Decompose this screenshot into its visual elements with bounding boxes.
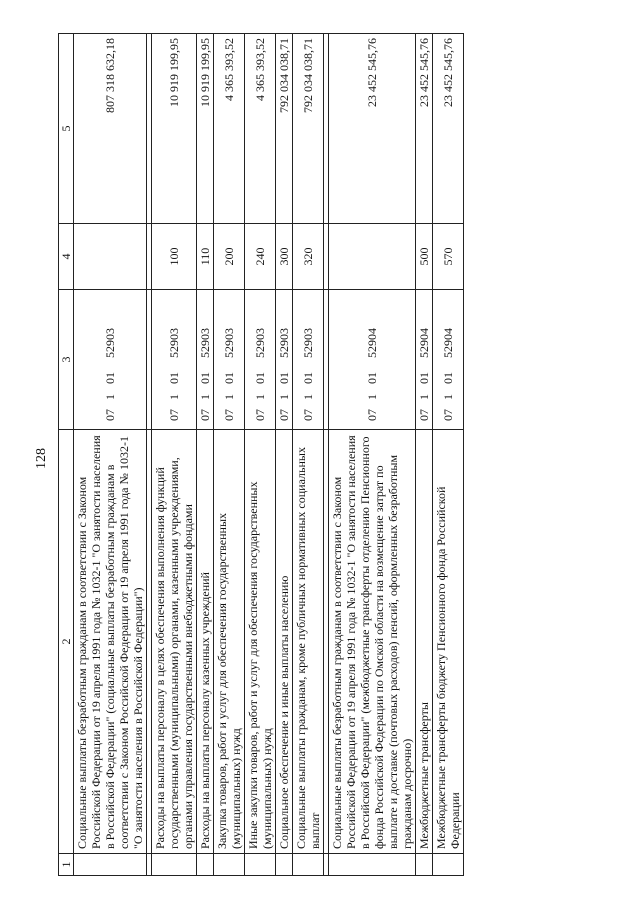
row-expense-type: 300 (276, 224, 293, 290)
row-expense-type (74, 224, 147, 290)
table-row (416, 34, 433, 876)
code-direction: 52903 (277, 328, 291, 358)
row-codes (245, 290, 276, 430)
row-codes (197, 290, 214, 430)
table-row (329, 34, 416, 876)
code-program: 07 (301, 409, 315, 421)
code-program: 07 (167, 409, 181, 421)
code-direction: 52904 (441, 328, 455, 358)
header-col-2: 2 (59, 430, 74, 854)
code-subprogram: 1 (253, 394, 267, 400)
row-expense-type: 100 (152, 224, 197, 290)
row-amount: 4 365 393,52 (214, 34, 245, 224)
row-codes (329, 290, 416, 430)
row-gap-cell (293, 854, 324, 876)
row-description: Социальные выплаты гражданам, кроме публичных нормативных социальных выплат (293, 430, 324, 854)
code-program: 07 (253, 409, 267, 421)
row-gap-cell (197, 854, 214, 876)
row-description: Межбюджетные трансферты (416, 430, 433, 854)
row-amount: 792 034 038,71 (293, 34, 324, 224)
row-amount: 23 452 545,76 (329, 34, 416, 224)
code-subprogram: 1 (441, 394, 455, 400)
row-gap-cell (276, 854, 293, 876)
code-direction: 52903 (222, 328, 236, 358)
row-description: Межбюджетные трансферты бюджету Пенсионного фонда Российской Федерации (433, 430, 464, 854)
code-subprogram: 1 (417, 394, 431, 400)
row-expense-type: 200 (214, 224, 245, 290)
row-amount: 23 452 545,76 (433, 34, 464, 224)
row-amount: 792 034 038,71 (276, 34, 293, 224)
row-codes (293, 290, 324, 430)
row-expense-type (329, 224, 416, 290)
code-program: 07 (417, 409, 431, 421)
row-amount: 807 318 632,18 (74, 34, 147, 224)
budget-table (58, 33, 464, 876)
table-row (433, 34, 464, 876)
row-gap-cell (329, 854, 416, 876)
row-description: Социальные выплаты безработным гражданам в соответствии с Законом Российской Федерации от 19 апреля 1991 года № 1032-1 "О занятости населения в Российской Федерации" (межбюджетные трансферты отделению Пенсионного фонда Российской Федерации по Омской области на возмещение затрат по выплате и доставке (почтовых расходов) пенсий, оформленных безработным гражданам досрочно) (329, 430, 416, 854)
code-program: 07 (365, 409, 379, 421)
code-subprogram: 1 (277, 394, 291, 400)
row-amount: 23 452 545,76 (416, 34, 433, 224)
row-description: Социальное обеспечение и иные выплаты населению (276, 430, 293, 854)
code-program: 07 (277, 409, 291, 421)
code-event: 01 (417, 372, 431, 384)
row-gap-cell (416, 854, 433, 876)
row-description: Закупка товаров, работ и услуг для обеспечения государственных (муниципальных) нужд (214, 430, 245, 854)
table-row (293, 34, 324, 876)
row-gap-cell (245, 854, 276, 876)
code-subprogram: 1 (103, 394, 117, 400)
code-direction: 52904 (365, 328, 379, 358)
row-amount: 10 919 199,95 (152, 34, 197, 224)
header-row (59, 34, 74, 876)
code-event: 01 (103, 372, 117, 384)
code-program: 07 (198, 409, 212, 421)
header-col-3: 3 (59, 290, 74, 430)
code-subprogram: 1 (365, 394, 379, 400)
page-number: 128 (34, 448, 49, 469)
header-col-4: 4 (59, 224, 74, 290)
row-expense-type: 320 (293, 224, 324, 290)
row-gap-cell (152, 854, 197, 876)
row-codes (416, 290, 433, 430)
row-codes (152, 290, 197, 430)
code-direction: 52903 (103, 328, 117, 358)
row-gap-cell (74, 854, 147, 876)
code-direction: 52903 (253, 328, 267, 358)
header-col-1: 1 (59, 854, 74, 876)
row-expense-type: 570 (433, 224, 464, 290)
code-direction: 52904 (417, 328, 431, 358)
table-row (74, 34, 147, 876)
row-codes (433, 290, 464, 430)
table-row (152, 34, 197, 876)
row-codes (276, 290, 293, 430)
code-program: 07 (222, 409, 236, 421)
code-event: 01 (277, 372, 291, 384)
code-event: 01 (301, 372, 315, 384)
code-event: 01 (441, 372, 455, 384)
row-description: Социальные выплаты безработным гражданам в соответствии с Законом Российской Федерации от 19 апреля 1991 года № 1032-1 "О занятости населения в Российской Федерации" (социальные выплаты безработным гражданам в соответствии с Законом Российской Федерации от 19 апреля 1991 года № 1032-1 "О занятости населения в Российской Федерации") (74, 430, 147, 854)
code-direction: 52903 (167, 328, 181, 358)
code-subprogram: 1 (222, 394, 236, 400)
row-amount: 4 365 393,52 (245, 34, 276, 224)
row-gap-cell (433, 854, 464, 876)
table-row (245, 34, 276, 876)
row-description: Расходы на выплаты персоналу казенных учреждений (197, 430, 214, 854)
table-row (214, 34, 245, 876)
header-col-5: 5 (59, 34, 74, 224)
row-codes (214, 290, 245, 430)
code-direction: 52903 (301, 328, 315, 358)
code-event: 01 (222, 372, 236, 384)
code-subprogram: 1 (198, 394, 212, 400)
code-event: 01 (198, 372, 212, 384)
row-amount: 10 919 199,95 (197, 34, 214, 224)
code-event: 01 (167, 372, 181, 384)
table-row (197, 34, 214, 876)
row-description: Расходы на выплаты персоналу в целях обеспечения выполнения функций государственными (муниципальными) органами, казенными учреждениями, органами управления государственными внебюджетными фондами (152, 430, 197, 854)
row-expense-type: 500 (416, 224, 433, 290)
row-expense-type: 240 (245, 224, 276, 290)
code-direction: 52903 (198, 328, 212, 358)
row-gap-cell (214, 854, 245, 876)
code-subprogram: 1 (167, 394, 181, 400)
code-program: 07 (441, 409, 455, 421)
code-program: 07 (103, 409, 117, 421)
table-row (276, 34, 293, 876)
row-description: Иные закупки товаров, работ и услуг для обеспечения государственных (муниципальных) нужд (245, 430, 276, 854)
row-expense-type: 110 (197, 224, 214, 290)
code-event: 01 (365, 372, 379, 384)
code-event: 01 (253, 372, 267, 384)
code-subprogram: 1 (301, 394, 315, 400)
row-codes (74, 290, 147, 430)
